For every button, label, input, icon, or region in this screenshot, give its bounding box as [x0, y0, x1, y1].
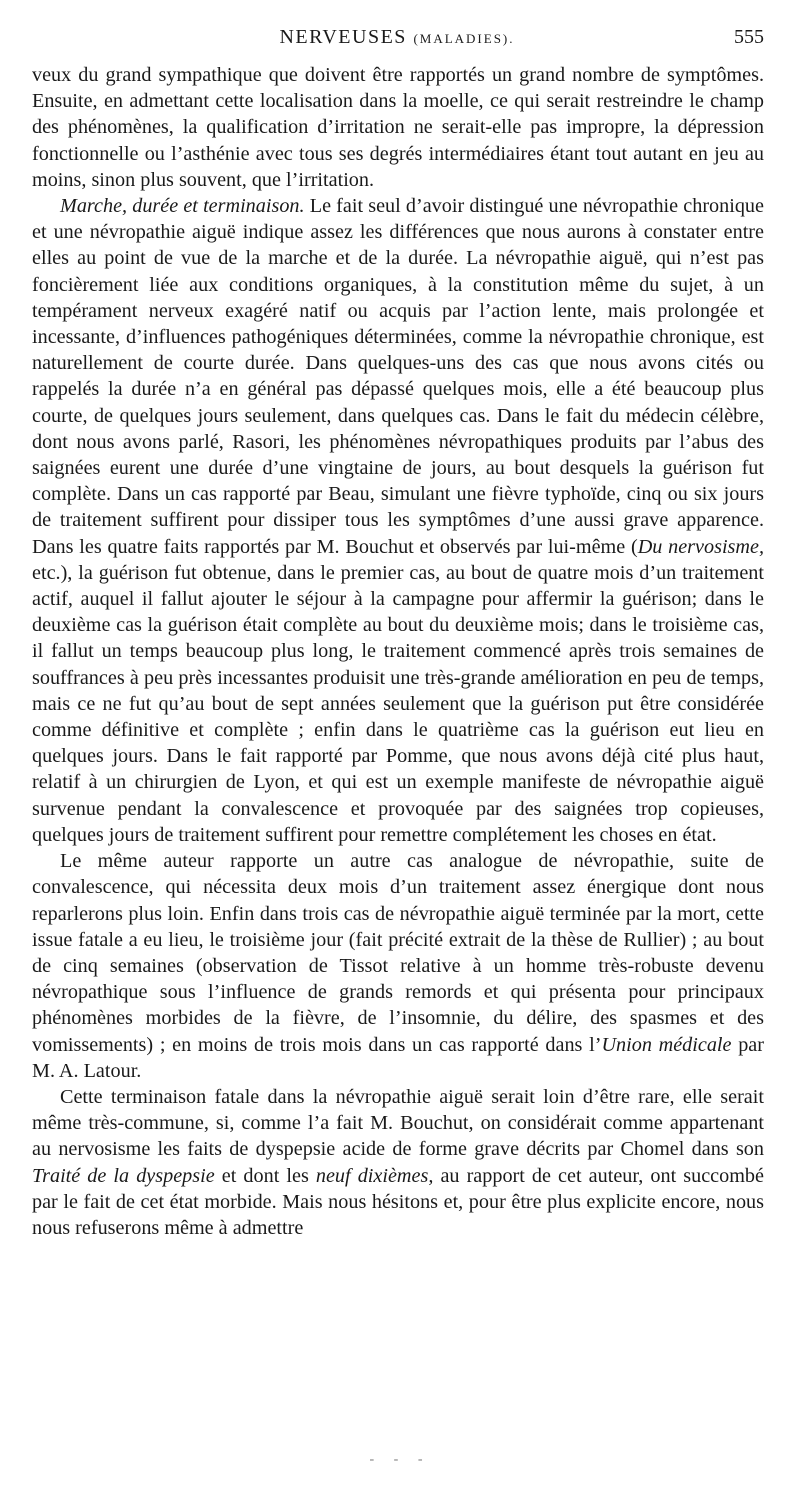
paragraph: [32, 193, 764, 848]
page-footer-marks: - - -: [369, 1452, 431, 1467]
paragraph: [32, 848, 764, 1084]
text-run: au rapport de cet auteur, ont succombé par le fait de cet état morbide. Mais nous hésitons et, pour être plus explicite encore, nous nous refuserons même à admettre: [32, 1164, 764, 1239]
page-number: 555: [734, 26, 764, 48]
text-run: Le même auteur rapporte un autre cas analogue de névropathie, suite de convalescence, qui nécessita deux mois d’un traitement assez énergique dont nous reparlerons plus loin. Enfin dans trois cas de névropathie aiguë terminée par la mort, cette issue fatale a eu lieu, le troisième jour (fait précité extrait de la thèse de Rullier) ; au bout de cinq semaines (observation de Tissot relative à un homme très-robuste devenu névropathique sous l’influence de grands remords et qui présenta pour principaux phénomènes morbides de la fièvre, de l’insomnie, du délire, des spasmes et des vomissements) ; en moins de trois mois dans un cas rapporté dans l’: [32, 850, 764, 1056]
text-run: Cette terminaison fatale dans la névropathie aiguë serait loin d’être rare, elle serait même très-commune, si, comme l’a fait M. Bouchut, on considérait comme appartenant au nervosisme les faits de dyspepsie acide de forme grave décrits par Chomel dans son: [32, 1085, 764, 1161]
paragraph: [32, 62, 764, 193]
text-run: Le fait seul d’avoir distingué une névropathie chronique et une névropathie aiguë indique assez les différences que nous aurons à constater entre elles au point de vue de la marche et de la durée. La névropathie aiguë, qui n’est pas foncièrement liée aux conditions organiques, à la constitution même du sujet, à un tempérament nerveux exagéré natif ou acquis par l’action lente, mais prolongée et incessante, d’influences pathogéniques déterminées, comme la névropathie chronique, est naturellement de courte durée. Dans quelques-uns des cas que nous avons cités ou rappelés la durée n’a en général pas dépassé quelques mois, elle a été beaucoup plus courte, de quelques jours seulement, dans quelques cas. Dans le fait du médecin célèbre, dont nous avons parlé, Rasori, les phénomènes névropathiques produits par l’abus des saignées eurent une durée d’une vingtaine de jours, au bout desquels la guérison fut complète. Dans un cas rapporté par Beau, simulant une fièvre typhoïde, cinq ou six jours de traitement suffirent pour dissiper tous les symptômes d’une aussi grave apparence. Dans les quatre faits rapportés par M. Bouchut et observés par lui-même (: [32, 195, 764, 558]
text-run: veux du grand sympathique que doivent être rapportés un grand nombre de symptômes. Ensuite, en admettant cette localisation dans la moelle, ce qui serait restreindre le champ des phénomènes, la qualification d’irritation ne serait-elle pas impropre, la dépression fonctionnelle ou l’asthénie avec tous ses degrés intermédiaires étant tout autant en jeu au moins, sinon plus souvent, que l’irritation.: [32, 64, 764, 191]
running-head-title: [30, 26, 764, 49]
text-run: et dont les: [214, 1164, 316, 1187]
italic-text: neuf dixièmes,: [315, 1164, 434, 1187]
body-text: [32, 62, 764, 1241]
text-run: par M. A. Latour.: [32, 1033, 764, 1082]
paragraph: [32, 1084, 764, 1241]
italic-text: Du nervosisme,: [637, 535, 764, 558]
text-run: etc.), la guérison fut obtenue, dans le premier cas, au bout de quatre mois d’un traitement actif, auquel il fallut ajouter le séjour à la campagne pour affermir la guérison; dans le deuxième cas la guérison était complète au bout du deuxième mois; dans le troisième cas, il fallut un temps beaucoup plus long, le traitement commencé après trois semaines de souffrances à peu près incessantes produisit une très-grande amélioration en peu de temps, mais ce ne fut qu’au bout de sept années seulement que la guérison put être considérée comme définitive et complète ; enfin dans le quatrième cas la guérison eut lieu en quelques jours. Dans le fait rapporté par Pomme, que nous avons déjà cité plus haut, relatif à un chirurgien de Lyon, et qui est un exemple manifeste de névropathie aiguë survenue pendant la convalescence et provoquée par des saignées trop copieuses, quelques jours de traitement suffirent pour remettre complétement les choses en état.: [32, 561, 764, 846]
running-head: [30, 26, 764, 52]
italic-text: Union médicale: [601, 1033, 732, 1056]
italic-text: Traité de la dyspepsie: [32, 1164, 215, 1187]
section-subtitle: (MALADIES).: [413, 31, 515, 46]
section-title: NERVEUSES: [279, 26, 407, 48]
italic-text: Marche, durée et terminaison.: [60, 195, 305, 218]
